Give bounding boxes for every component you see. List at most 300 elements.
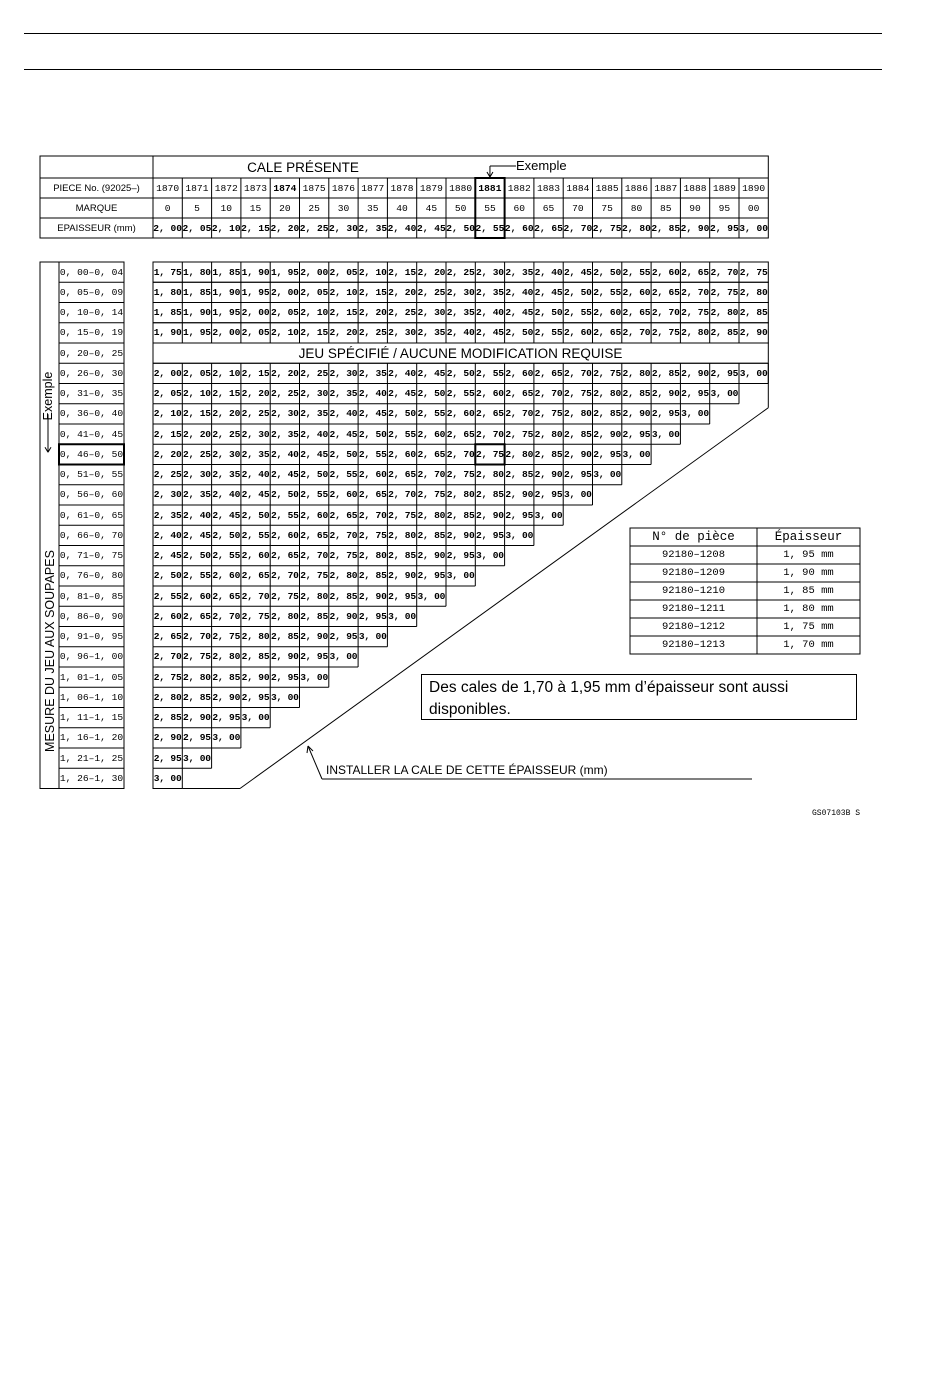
shim-value-cell: 2, 45: [505, 307, 534, 319]
shim-value-cell: 1, 95: [183, 327, 211, 339]
shim-value-cell: 2, 75: [563, 388, 592, 400]
shim-value-cell: 2, 70: [329, 529, 358, 541]
piece-no-cell: 1876: [331, 182, 355, 194]
shim-value-cell: 3, 00: [183, 752, 211, 764]
shim-value-cell: 2, 40: [534, 266, 563, 278]
shim-value-cell: 2, 85: [329, 590, 358, 602]
shim-value-cell: 2, 90: [153, 732, 182, 744]
shim-value-cell: 1, 95: [270, 266, 299, 278]
measure-row-label: 0, 91–0, 95: [59, 631, 124, 643]
shim-value-cell: 2, 90: [270, 651, 299, 663]
shim-value-cell: 2, 45: [476, 327, 504, 339]
shim-value-cell: 2, 90: [651, 388, 680, 400]
shim-value-cell: 2, 70: [446, 448, 475, 460]
marque-cell: 35: [366, 202, 379, 214]
shim-value-cell: 2, 50: [183, 550, 211, 562]
shim-value-cell: 2, 65: [270, 550, 299, 562]
shim-value-cell: 2, 95: [622, 428, 651, 440]
shim-value-cell: 3, 00: [563, 489, 592, 501]
shim-value-cell: 2, 90: [417, 550, 446, 562]
shim-value-cell: 2, 55: [417, 408, 446, 420]
epaisseur-cell: 2, 20: [270, 222, 300, 234]
measure-row-label: 1, 21–1, 25: [59, 752, 124, 764]
measure-row-label: 0, 56–0, 60: [59, 489, 124, 501]
epaisseur-cell: 2, 80: [622, 222, 651, 234]
shim-value-cell: 2, 90: [329, 610, 358, 622]
shim-value-cell: 2, 65: [183, 610, 211, 622]
shim-value-cell: 2, 85: [270, 631, 299, 643]
shim-value-cell: 2, 70: [153, 651, 182, 663]
shim-value-cell: 2, 35: [300, 408, 329, 420]
shim-value-cell: 2, 05: [270, 307, 299, 319]
piece-no-cell: 1879: [419, 182, 443, 194]
shim-value-cell: 2, 85: [212, 671, 241, 683]
shim-value-cell: 2, 70: [212, 610, 241, 622]
shim-value-cell: 2, 60: [593, 307, 622, 319]
exemple-vertical-label: Exemple: [41, 371, 55, 421]
epaisseur-cell: 2, 65: [534, 222, 563, 234]
shim-value-cell: 2, 50: [300, 469, 329, 481]
shim-value-cell: 2, 75: [505, 428, 534, 440]
shim-value-cell: 2, 15: [300, 327, 329, 339]
measure-row-label: 1, 26–1, 30: [59, 772, 124, 784]
shim-value-cell: 2, 75: [417, 489, 446, 501]
measure-row-label: 0, 76–0, 80: [59, 570, 124, 582]
shim-value-cell: 2, 55: [593, 286, 622, 298]
marque-cell: 20: [279, 202, 291, 214]
epaisseur-cell: 2, 10: [211, 222, 241, 234]
shim-value-cell: 2, 20: [388, 286, 416, 298]
shim-value-cell: 2, 90: [593, 428, 622, 440]
shim-value-cell: 2, 95: [300, 651, 329, 663]
shim-value-cell: 2, 30: [388, 327, 416, 339]
installer-caption: INSTALLER LA CALE DE CETTE ÉPAISSEUR (mm): [326, 763, 608, 777]
piece-no-cell: 1890: [742, 182, 766, 194]
marque-cell: 0: [164, 202, 171, 214]
shim-value-cell: 2, 40: [183, 509, 211, 521]
epaisseur-cell: 2, 35: [358, 222, 388, 234]
measure-row-label: 0, 96–1, 00: [59, 651, 124, 663]
marque-cell: 70: [572, 202, 584, 214]
shim-value-cell: 2, 75: [476, 448, 504, 460]
shim-value-cell: 2, 05: [329, 266, 358, 278]
measure-row-label: 0, 36–0, 40: [59, 408, 124, 420]
jeu-specifie-banner: JEU SPÉCIFIÉ / AUCUNE MODIFICATION REQUISE: [298, 345, 623, 361]
shim-value-cell: 2, 55: [534, 327, 563, 339]
piece-no-cell: 1878: [390, 182, 414, 194]
piece-no-cell: 1877: [361, 182, 385, 194]
marque-cell: 30: [337, 202, 350, 214]
shim-value-cell: 2, 60: [505, 367, 534, 379]
shim-value-cell: 2, 95: [563, 469, 592, 481]
measure-row-label: 0, 41–0, 45: [59, 428, 124, 440]
shim-value-cell: 2, 60: [388, 448, 416, 460]
shim-value-cell: 1, 85: [212, 266, 241, 278]
shim-value-cell: 2, 30: [476, 266, 504, 278]
shim-value-cell: 2, 60: [651, 266, 680, 278]
shim-value-cell: 2, 75: [739, 266, 768, 278]
shim-value-cell: 2, 85: [358, 570, 387, 582]
part-thickness-cell: 1, 75 mm: [783, 621, 834, 633]
piece-no-cell: 1885: [595, 182, 619, 194]
shim-value-cell: 2, 70: [388, 489, 416, 501]
piece-no-cell: 1884: [566, 182, 590, 194]
shim-value-cell: 2, 55: [212, 550, 241, 562]
piece-label: PIECE No. (92025–): [53, 182, 140, 194]
shim-value-cell: 2, 60: [563, 327, 592, 339]
shim-value-cell: 3, 00: [446, 570, 475, 582]
shim-value-cell: 2, 45: [417, 367, 446, 379]
shim-value-cell: 2, 50: [270, 489, 299, 501]
figure-code: GS07103B S: [812, 809, 861, 818]
measure-row-label: 0, 61–0, 65: [59, 509, 124, 521]
shim-value-cell: 2, 40: [153, 529, 182, 541]
shim-value-cell: 2, 45: [241, 489, 270, 501]
part-number-cell: 92180–1210: [661, 585, 725, 597]
marque-cell: 90: [689, 202, 701, 214]
measure-row-label: 1, 16–1, 20: [59, 732, 124, 744]
shim-value-cell: 2, 00: [153, 367, 182, 379]
shim-value-cell: 2, 70: [476, 428, 504, 440]
shim-value-cell: 2, 50: [505, 327, 534, 339]
shim-value-cell: 2, 75: [446, 469, 475, 481]
shim-value-cell: 2, 65: [300, 529, 329, 541]
shim-value-cell: 2, 75: [300, 570, 329, 582]
shim-value-cell: 2, 10: [212, 367, 241, 379]
piece-no-cell: 1874: [273, 182, 297, 194]
shim-value-cell: 2, 75: [534, 408, 563, 420]
shim-value-cell: 2, 65: [358, 489, 387, 501]
shim-value-cell: 2, 50: [446, 367, 475, 379]
marque-cell: 50: [454, 202, 467, 214]
shim-value-cell: 2, 00: [212, 327, 241, 339]
measure-row-label: 0, 46–0, 50: [59, 448, 124, 460]
shim-value-cell: 2, 85: [739, 307, 768, 319]
shim-value-cell: 1, 75: [153, 266, 182, 278]
shim-value-cell: 2, 35: [505, 266, 534, 278]
shim-value-cell: 2, 85: [563, 428, 592, 440]
marque-cell: 65: [542, 202, 555, 214]
epaisseur-cell: 2, 55: [475, 222, 505, 234]
shim-value-cell: 2, 05: [153, 388, 182, 400]
marque-cell: 75: [601, 202, 613, 214]
shim-value-cell: 2, 30: [417, 307, 446, 319]
note-box: Des cales de 1,70 à 1,95 mm d’épaisseur sont aussi disponibles.: [421, 674, 857, 720]
shim-value-cell: 2, 70: [417, 469, 446, 481]
shim-value-cell: 2, 85: [622, 388, 651, 400]
marque-label: MARQUE: [75, 202, 118, 214]
shim-value-cell: 2, 35: [446, 307, 475, 319]
shim-value-cell: 2, 95: [241, 691, 270, 703]
shim-value-cell: 3, 00: [710, 388, 739, 400]
part-thickness-cell: 1, 70 mm: [783, 639, 834, 651]
shim-value-cell: 2, 95: [329, 631, 358, 643]
shim-value-cell: 3, 00: [388, 610, 416, 622]
shim-value-cell: 3, 00: [300, 671, 329, 683]
shim-value-cell: 2, 95: [183, 732, 211, 744]
shim-value-cell: 2, 90: [212, 691, 241, 703]
shim-value-cell: 2, 40: [358, 388, 387, 400]
piece-no-cell: 1880: [449, 182, 473, 194]
shim-value-cell: 2, 85: [300, 610, 329, 622]
shim-value-cell: 2, 10: [300, 307, 329, 319]
shim-value-cell: 2, 95: [476, 529, 504, 541]
shim-value-cell: 1, 90: [153, 327, 182, 339]
mesure-vertical-label: MESURE DU JEU AUX SOUPAPES: [43, 550, 57, 752]
shim-value-cell: 2, 55: [329, 469, 358, 481]
shim-value-cell: 2, 05: [183, 367, 211, 379]
shim-value-cell: 2, 65: [651, 286, 680, 298]
shim-value-cell: 2, 70: [710, 266, 739, 278]
shim-value-cell: 2, 60: [446, 408, 475, 420]
shim-value-cell: 2, 30: [241, 428, 270, 440]
measure-row-label: 0, 20–0, 25: [59, 347, 124, 359]
marque-cell: 55: [484, 202, 496, 214]
shim-value-cell: 2, 75: [388, 509, 416, 521]
shim-value-cell: 1, 95: [241, 286, 270, 298]
shim-value-cell: 2, 70: [358, 509, 387, 521]
shim-value-cell: 2, 40: [505, 286, 534, 298]
shim-value-cell: 2, 70: [505, 408, 534, 420]
shim-value-cell: 2, 25: [446, 266, 475, 278]
shim-value-cell: 2, 55: [300, 489, 329, 501]
shim-value-cell: 2, 80: [358, 550, 387, 562]
shim-value-cell: 2, 60: [241, 550, 270, 562]
marque-cell: 85: [659, 202, 672, 214]
shim-value-cell: 2, 55: [563, 307, 592, 319]
shim-value-cell: 2, 20: [212, 408, 241, 420]
shim-value-cell: 2, 50: [388, 408, 416, 420]
shim-value-cell: 2, 35: [329, 388, 358, 400]
shim-value-cell: 2, 95: [446, 550, 475, 562]
shim-value-cell: 2, 95: [681, 388, 709, 400]
shim-value-cell: 2, 40: [329, 408, 358, 420]
shim-value-cell: 2, 85: [651, 367, 680, 379]
shim-value-cell: 2, 25: [417, 286, 446, 298]
piece-no-cell: 1882: [507, 182, 531, 194]
shim-value-cell: 3, 00: [417, 590, 446, 602]
shim-value-cell: 2, 60: [329, 489, 358, 501]
shim-value-cell: 2, 80: [622, 367, 651, 379]
shim-value-cell: 2, 90: [446, 529, 475, 541]
shim-value-cell: 2, 00: [270, 286, 299, 298]
shim-value-cell: 2, 75: [681, 307, 709, 319]
shim-value-cell: 2, 25: [388, 307, 416, 319]
shim-value-cell: 2, 50: [241, 509, 270, 521]
shim-value-cell: 2, 30: [270, 408, 299, 420]
shim-value-cell: 2, 95: [534, 489, 563, 501]
shim-value-cell: 2, 85: [388, 550, 416, 562]
shim-value-cell: 2, 50: [563, 286, 592, 298]
shim-value-cell: 2, 15: [358, 286, 387, 298]
shim-value-cell: 2, 65: [329, 509, 358, 521]
shim-value-cell: 2, 35: [358, 367, 387, 379]
shim-value-cell: 2, 50: [593, 266, 622, 278]
shim-value-cell: 2, 80: [241, 631, 270, 643]
shim-value-cell: 3, 00: [505, 529, 534, 541]
shim-value-cell: 2, 20: [270, 367, 299, 379]
shim-value-cell: 3, 00: [153, 772, 182, 784]
shim-value-cell: 2, 10: [153, 408, 182, 420]
epaisseur-cell: 2, 95: [709, 222, 739, 234]
shim-value-cell: 2, 90: [358, 590, 387, 602]
piece-no-cell: 1870: [156, 182, 180, 194]
shim-value-cell: 3, 00: [270, 691, 299, 703]
shim-value-cell: 2, 85: [534, 448, 563, 460]
measure-row-label: 0, 81–0, 85: [59, 590, 124, 602]
shim-value-cell: 2, 30: [446, 286, 475, 298]
epaisseur-cell: 2, 70: [563, 222, 593, 234]
shim-value-cell: 2, 35: [476, 286, 504, 298]
epaisseur-cell: 2, 25: [299, 222, 329, 234]
part-number-cell: 92180–1209: [661, 567, 725, 579]
marque-cell: 00: [747, 202, 760, 214]
shim-value-cell: 2, 15: [212, 388, 241, 400]
shim-value-cell: 2, 70: [534, 388, 563, 400]
shim-value-cell: 2, 85: [241, 651, 270, 663]
measure-row-label: 0, 66–0, 70: [59, 529, 124, 541]
shim-value-cell: 2, 60: [270, 529, 299, 541]
parts-header-part: N° de pièce: [652, 530, 735, 544]
shim-value-cell: 2, 20: [329, 327, 358, 339]
shim-value-cell: 2, 75: [593, 367, 622, 379]
shim-value-cell: 2, 10: [270, 327, 299, 339]
measure-row-label: 0, 15–0, 19: [59, 327, 124, 339]
shim-value-cell: 2, 70: [651, 307, 680, 319]
shim-value-cell: 2, 45: [329, 428, 358, 440]
piece-no-cell: 1875: [302, 182, 326, 194]
shim-value-cell: 3, 00: [476, 550, 504, 562]
shim-value-cell: 2, 75: [358, 529, 387, 541]
shim-value-cell: 2, 55: [358, 448, 387, 460]
shim-value-cell: 2, 45: [388, 388, 416, 400]
shim-value-cell: 2, 35: [153, 509, 182, 521]
piece-no-cell: 1883: [537, 182, 561, 194]
shim-value-cell: 2, 25: [153, 469, 182, 481]
shim-value-cell: 2, 70: [183, 631, 211, 643]
shim-value-cell: 2, 80: [446, 489, 475, 501]
shim-value-cell: 2, 55: [446, 388, 475, 400]
part-thickness-cell: 1, 80 mm: [783, 603, 834, 615]
part-thickness-cell: 1, 85 mm: [783, 585, 834, 597]
shim-value-cell: 2, 40: [476, 307, 504, 319]
shim-value-cell: 2, 75: [183, 651, 211, 663]
shim-value-cell: 2, 85: [505, 469, 534, 481]
shim-value-cell: 2, 60: [358, 469, 387, 481]
shim-value-cell: 2, 95: [710, 367, 739, 379]
shim-value-cell: 2, 00: [241, 307, 270, 319]
measure-row-label: 0, 86–0, 90: [59, 610, 124, 622]
parts-header-thickness: Épaisseur: [774, 530, 843, 544]
shim-value-cell: 2, 00: [300, 266, 329, 278]
shim-value-cell: 2, 80: [153, 691, 182, 703]
shim-value-cell: 2, 45: [270, 469, 299, 481]
shim-value-cell: 2, 40: [241, 469, 270, 481]
measure-row-label: 0, 00–0, 04: [59, 266, 124, 278]
shim-value-cell: 2, 85: [710, 327, 739, 339]
shim-value-cell: 3, 00: [681, 408, 709, 420]
shim-value-cell: 2, 95: [270, 671, 299, 683]
shim-value-cell: 2, 80: [593, 388, 622, 400]
shim-value-cell: 2, 50: [417, 388, 446, 400]
shim-value-cell: 2, 20: [183, 428, 211, 440]
shim-value-cell: 2, 40: [446, 327, 475, 339]
shim-value-cell: 2, 90: [622, 408, 651, 420]
shim-value-cell: 2, 60: [212, 570, 241, 582]
shim-value-cell: 2, 75: [270, 590, 299, 602]
shim-value-cell: 2, 65: [476, 408, 504, 420]
shim-value-cell: 3, 00: [534, 509, 563, 521]
marque-cell: 5: [194, 202, 200, 214]
shim-value-cell: 2, 45: [183, 529, 211, 541]
shim-value-cell: 2, 65: [417, 448, 446, 460]
shim-value-cell: 2, 25: [212, 428, 241, 440]
shim-value-cell: 3, 00: [212, 732, 241, 744]
shim-value-cell: 2, 45: [563, 266, 592, 278]
shim-value-cell: 2, 95: [388, 590, 416, 602]
shim-value-cell: 2, 35: [270, 428, 299, 440]
shim-value-cell: 2, 90: [388, 570, 416, 582]
shim-value-cell: 2, 70: [300, 550, 329, 562]
shim-value-cell: 2, 45: [153, 550, 182, 562]
epaisseur-cell: 2, 60: [504, 222, 534, 234]
shim-value-cell: 2, 55: [622, 266, 651, 278]
shim-value-cell: 2, 95: [153, 752, 182, 764]
shim-value-cell: 2, 80: [270, 610, 299, 622]
measure-row-label: 0, 10–0, 14: [59, 307, 124, 319]
shim-value-cell: 2, 60: [300, 509, 329, 521]
part-number-cell: 92180–1212: [661, 621, 725, 633]
shim-value-cell: 2, 65: [505, 388, 534, 400]
shim-value-cell: 2, 80: [739, 286, 768, 298]
epaisseur-cell: 2, 45: [416, 222, 446, 234]
shim-value-cell: 2, 80: [388, 529, 416, 541]
piece-no-cell: 1871: [185, 182, 209, 194]
shim-value-cell: 2, 70: [563, 367, 592, 379]
shim-value-cell: 2, 40: [388, 367, 416, 379]
marque-cell: 25: [308, 202, 320, 214]
shim-value-cell: 2, 60: [183, 590, 211, 602]
shim-value-cell: 2, 30: [300, 388, 329, 400]
shim-value-cell: 1, 85: [183, 286, 211, 298]
epaisseur-cell: 2, 00: [153, 222, 183, 234]
shim-value-cell: 2, 50: [358, 428, 387, 440]
piece-no-cell: 1872: [214, 182, 238, 194]
shim-value-cell: 2, 80: [183, 671, 211, 683]
epaisseur-cell: 3, 00: [739, 222, 769, 234]
shim-value-cell: 2, 75: [212, 631, 241, 643]
shim-value-cell: 2, 65: [212, 590, 241, 602]
shim-value-cell: 1, 90: [183, 307, 211, 319]
shim-value-cell: 2, 65: [593, 327, 622, 339]
shim-value-cell: 2, 15: [241, 367, 270, 379]
piece-no-cell: 1881: [478, 182, 502, 194]
shim-value-cell: 1, 90: [241, 266, 270, 278]
shim-value-cell: 2, 85: [446, 509, 475, 521]
shim-value-cell: 2, 90: [563, 448, 592, 460]
shim-value-cell: 2, 30: [329, 367, 358, 379]
shim-value-cell: 2, 70: [681, 286, 709, 298]
shim-value-cell: 2, 20: [153, 448, 182, 460]
shim-value-cell: 2, 95: [212, 712, 241, 724]
shim-value-cell: 2, 55: [183, 570, 211, 582]
shim-value-cell: 2, 25: [358, 327, 387, 339]
shim-value-cell: 2, 40: [212, 489, 241, 501]
shim-value-cell: 2, 65: [153, 631, 182, 643]
shim-value-cell: 1, 95: [212, 307, 241, 319]
shim-value-cell: 2, 55: [153, 590, 182, 602]
shim-value-cell: 2, 45: [212, 509, 241, 521]
